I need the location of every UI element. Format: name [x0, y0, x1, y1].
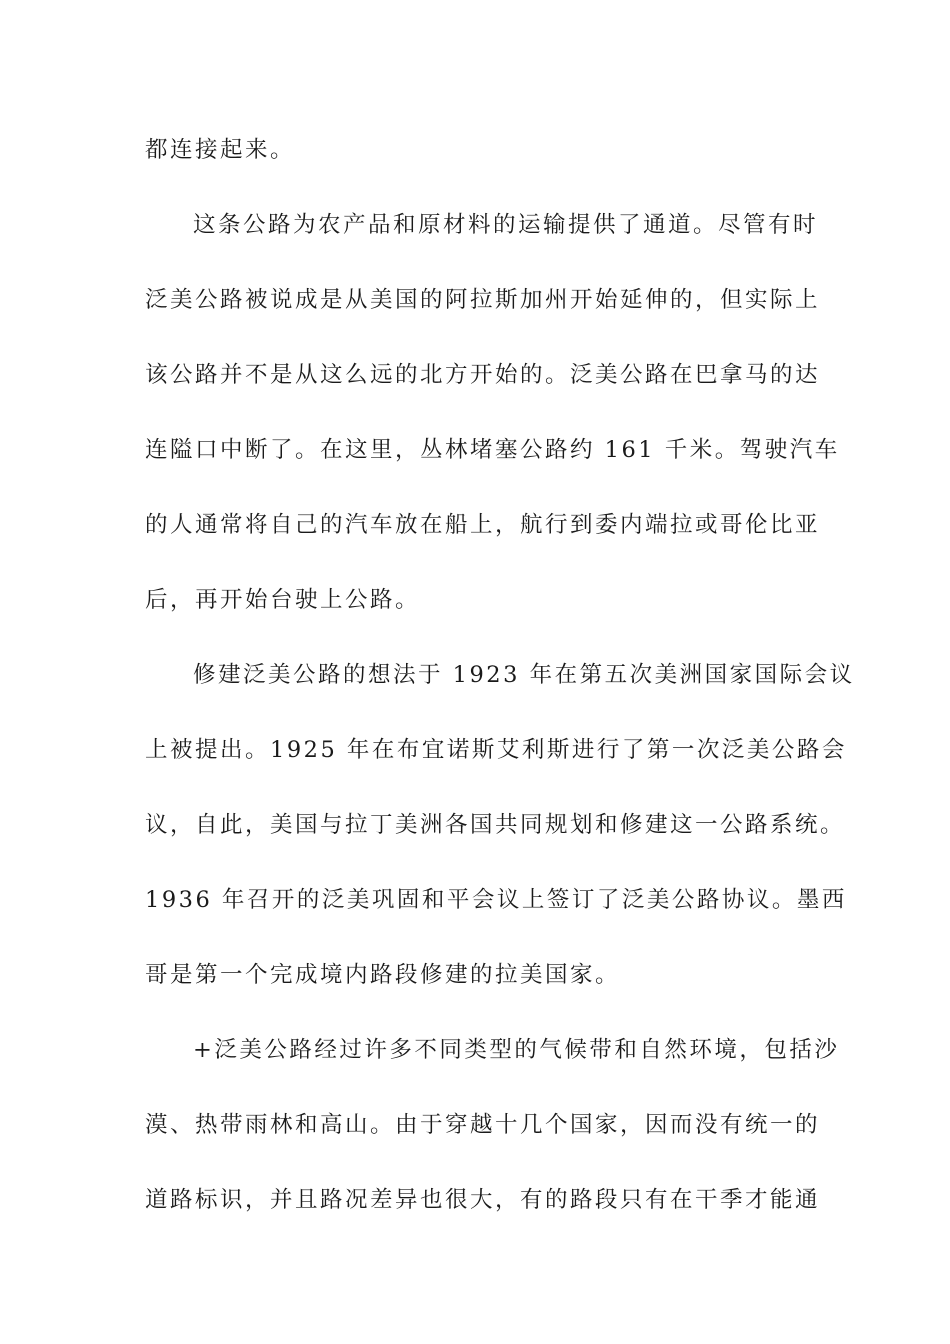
text-line: 1936 年召开的泛美巩固和平会议上签订了泛美公路协议。墨西 — [145, 887, 847, 913]
text-line: 连隘口中断了。在这里，丛林堵塞公路约 161 千米。驾驶汽车 — [145, 437, 840, 463]
text-line: 泛美公路被说成是从美国的阿拉斯加州开始延伸的，但实际上 — [145, 287, 821, 313]
text-line: 漠、热带雨林和高山。由于穿越十几个国家，因而没有统一的 — [145, 1112, 821, 1138]
text-line: 该公路并不是从这么远的北方开始的。泛美公路在巴拿马的达 — [145, 362, 821, 388]
text-line: 的人通常将自己的汽车放在船上，航行到委内端拉或哥伦比亚 — [145, 512, 821, 538]
paragraph-first-line: 这条公路为农产品和原材料的运输提供了通道。尽管有时 — [193, 212, 819, 238]
text-line: 议，自此，美国与拉丁美洲各国共同规划和修建这一公路系统。 — [145, 812, 846, 838]
text-line: 后，再开始台驶上公路。 — [145, 587, 421, 613]
text-line: 哥是第一个完成境内路段修建的拉美国家。 — [145, 962, 621, 988]
text-line: 上被提出。1925 年在布宜诺斯艾利斯进行了第一次泛美公路会 — [145, 737, 847, 763]
paragraph-first-line: 修建泛美公路的想法于 1923 年在第五次美洲国家国际会议 — [193, 662, 855, 688]
text-line: 道路标识，并且路况差异也很大，有的路段只有在干季才能通 — [145, 1187, 821, 1213]
text-line: 都连接起来。 — [145, 137, 296, 163]
paragraph-first-line: +泛美公路经过许多不同类型的气候带和自然环境，包括沙 — [193, 1037, 840, 1063]
